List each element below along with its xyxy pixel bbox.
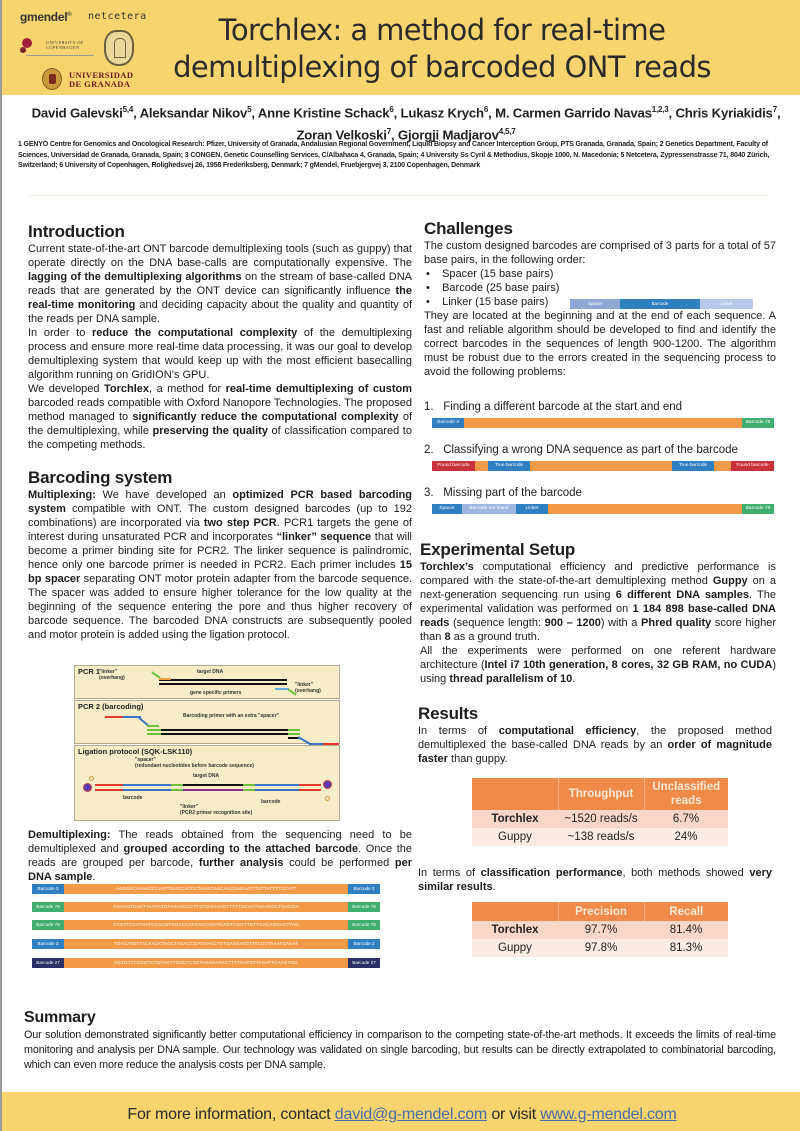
adapter-strand [299,789,321,791]
text: 1. [424,401,434,413]
problem-2-title [424,443,738,457]
linker-strand [171,789,183,791]
list-item [426,281,776,295]
true-barcode-segment: True barcode [488,461,530,471]
adapter-strand [95,784,123,786]
ligation-barcode-right-label: barcode [261,799,281,805]
barcode-label-right: Barcode 27 [348,958,380,968]
text: We developed [28,383,105,395]
table-cell: Torchlex [472,810,558,828]
barcode-label-left: Barcode 3 [32,939,64,949]
ligation-label: Ligation protocol (SQK-LSK110) [78,747,193,756]
linker-strand [243,789,255,791]
table-cell: 97.8% [558,939,644,957]
bold-text: preserving the quality [152,425,268,437]
bullet-icon: • [426,268,443,280]
table-cell: ~138 reads/s [558,828,644,846]
ligation-target-label: target DNA [193,773,220,779]
read-sequence: TGACATGTTACAACKTAGCTAGACCGATGAACTGTGAAGATGTTACGTTAAATGAAAT [64,939,348,949]
title-line-1: Torchlex: a method for real-time [218,13,666,47]
bold-text: optimized PCR based barcoding system [28,489,412,515]
table-cell: 24% [644,828,728,846]
bold-text: per DNA sample [28,857,413,883]
barcode-label-left: Barcode 78 [32,920,64,930]
problem-3-title [424,486,582,500]
spacer-segment: Spacer [432,504,462,514]
text: Current state-of-the-art ONT barcode demultiplexing tools (such as guppy) that operate directly on the DNA base-calls are computationally expensive. The [28,243,412,269]
bold-text: two step PCR [203,517,277,529]
linker-strand [171,784,183,786]
read-row [32,902,380,912]
tether-icon [89,776,94,781]
read-row [32,939,380,949]
pcr1-linker-left-label [99,670,125,681]
linker-strand [243,784,255,786]
experimental-heading: Experimental Setup [420,540,576,559]
copenhagen-line2: COPENHAGEN [46,45,80,50]
text: 3. [424,487,434,499]
contact-email-link[interactable]: david@g-mendel.com [334,1106,488,1123]
netcetera-logo: netcetera [88,11,147,22]
granada-crest-icon [42,68,62,90]
bold-text: “linker” sequence [276,531,372,543]
text: (redundant nucleotides before barcode sequence) [135,762,254,769]
introduction-paragraph-1 [28,242,412,326]
table-header-cell: Throughput [558,778,644,810]
multiplexing-paragraph [28,488,412,642]
pcr2-panel [74,700,340,744]
read-sequence: AGTGTTTGGGTCTGTAGTTGGCTCTGTAGAAAAGCTTTTGATGTTAGATTCAAGTGG [64,958,348,968]
motor-protein-icon [323,780,332,789]
experimental-paragraph-2 [420,644,776,686]
bold-text: Multiplexing: [28,489,96,501]
text: In order to [28,327,93,339]
found-barcode-segment: Found barcode [432,461,475,471]
results-paragraph-2 [418,866,772,894]
text: on a next-generation sequencing run using [420,575,776,601]
text: score higher than [420,617,776,643]
pcr1-label: PCR 1 [78,667,101,676]
pcr2-note: Barcoding primer with an extra "spacer" [183,713,279,719]
barcode-segment: Barcode [620,299,700,309]
author-affil: 7 [386,127,391,137]
copenhagen-logo-rule [26,55,94,56]
footer-middle: or visit [487,1106,541,1123]
bold-text: further analysis [198,857,284,869]
text: as a ground truth. [450,631,540,643]
poster-header [2,0,800,95]
text: of the demultiplexing process and ensure more real-time data processing, it was our goal to develop demultiplexing system that would keep up with the most efficient basecalling algorithm running on GridION’s GPU. [28,327,413,381]
table-cell: Torchlex [472,921,558,939]
spacer-segment: Spacer [570,299,620,309]
list-item [426,267,776,281]
adapter-strand [95,789,123,791]
motor-protein-icon [83,783,92,792]
bold-text: grouped according to the attached barcode [123,843,359,855]
table-header-cell: Precision [558,902,644,921]
pcr-diagram [74,665,340,821]
granada-line1: UNIVERSIDAD [69,70,134,80]
table-cell: 81.3% [644,939,728,957]
adapter-strand [105,716,123,718]
author-name: , Lukasz Krych [393,105,484,121]
text: Classifying a wrong DNA sequence as part of the barcode [443,444,738,456]
challenges-heading: Challenges [424,219,513,238]
linker-segment: Linker [700,299,753,309]
bold-text: classification performance [480,867,623,879]
table-cell: 97.7% [558,921,644,939]
pcr1-panel [74,665,340,699]
copenhagen-logo-text [46,40,84,50]
table-header-cell [472,902,558,921]
ligation-panel [74,745,340,821]
summary-section [24,1008,776,1073]
bold-text: Torchlex’s [420,561,474,573]
text: of the demultiplexing, while [28,411,412,437]
text: In terms of [418,867,481,879]
demultiplexing-paragraph [28,828,412,884]
dna-strand [161,729,288,731]
bold-text: thread parallelism of 10 [449,673,573,685]
found-barcode-segment: Found barcode [731,461,774,471]
bold-text: very similar results [418,867,772,893]
pcr1-linker-right-label [295,683,321,694]
text: . [572,673,576,685]
header-divider [28,195,768,196]
author-name: , M. Carmen Garrido Navas [488,105,652,121]
table-header-cell [472,778,558,810]
barcode-label-left: Barcode 27 [32,958,64,968]
table-cell: 6.7% [644,810,728,828]
bold-text: 8 [444,631,451,643]
text: (overhang) [295,687,321,694]
author-name: , Chris Kyriakidis [668,105,773,121]
author-list [16,100,796,145]
gmendel-trademark: ® [67,12,72,18]
ligation-linker-label [180,805,252,816]
linker-segment: Linker [516,504,548,514]
pcr1-primers-label: gene specific primers [190,690,242,696]
introduction-section [28,222,412,452]
bold-text: Phred quality [641,617,712,629]
table-header-cell: Recall [644,902,728,921]
bold-text: Guppy [712,575,748,587]
bold-text: computational efficiency [498,725,637,737]
pcr1-target-label: target DNA [197,669,224,675]
bold-text: the real-time monitoring [28,285,412,311]
ss-cyril-methodius-seal-icon [104,30,134,66]
author-name: David Galevski [31,105,123,121]
bullet-icon: • [426,282,443,294]
introduction-heading: Introduction [28,222,125,241]
adapter-strand [299,784,321,786]
read-sequence: GTGTTCCATGATCCACGTGGACCATGACCAGATAAGTCGGTTGTTGACAGGACTTAG [64,920,348,930]
author-affil: 5 [247,105,252,114]
text: "linker" [99,669,118,675]
poster-footer [2,1092,800,1131]
text: . [492,881,496,893]
results-paragraph-1 [418,724,772,766]
text: Finding a different barcode at the start and end [443,401,683,413]
results-heading: Results [418,704,479,723]
text: on the stream of base-called DNA reads that are generated by the ONT device can significantly influence [28,271,413,297]
table-cell: Guppy [472,939,558,957]
text: . PCR1 targets the gene of interest during unsaturated PCR and incorporates [28,517,412,543]
author-affil: 6 [389,105,394,114]
text: . Once the reads are grouped per barcode, [28,843,412,869]
barcode-label-right: Barcode 78 [348,920,380,930]
classification-text [418,866,772,894]
barcode-strand [123,784,171,786]
classification-table [472,902,728,957]
affiliations: 1 GENYO Centre for Genomics and Oncological Research: Pfizer, University of Granada, Andalusian Regional Government, Liquid Biopsy and Cancer Interception Group, PTS Granada, Granada, Spain; 2 Genetics Department, Faculty of Sciences, Universidad de Granada, Granada, Spain; 3 CONGEN, Genetic Counselling Services, C/Albahaca 4, Granada, Spain; 4 University Ss Cyril & Methodius, Skopje 1000, N. Macedonia; 5 Netcetera, Zypressenstrasse 71, 8040 Zürich, Switzerland; 6 University of Copenhagen, Rolighedsvej 26, 1958 Frederiksberg, Denmark; 7 gMendel, Fruebjergvej 3, 2100 Copenhagen, Denmark [18,141,770,169]
bold-text: 15 bp spacer [28,559,412,585]
author-affil: 6 [483,105,489,114]
read-row [32,920,380,930]
author-name: , Anne Kristine Schack [251,105,390,121]
text: 2. [424,444,434,456]
text: separating ONT motor protein adapter from the barcode sequence. The spacer was added to ensure higher tolerance for the low quality at the beginning of the sequence entering the pore and thus higher recovery of barcode sequence. The barcoded DNA constructs are subsequently pooled and motor protein is added using the ligation protocol. [28,573,412,641]
bold-text: significantly reduce the computational complexity [132,411,399,423]
barcode-label-left: Barcode 78 [32,902,64,912]
barcode-label-right: Barcode 3 [348,939,380,949]
text: The reads obtained from the sequencing need to be demultiplexed and [28,829,412,855]
barcode-strand [255,784,299,786]
bold-text: 6 different DNA samples [615,589,749,601]
linker-strand [288,733,300,735]
text: computational efficiency and predictive performance is compared with the state-of-the-art demultiplexing method [420,561,776,587]
table-cell: 81.4% [644,921,728,939]
table-row [472,828,728,846]
text: (sequence length: [449,617,545,629]
text: "linker" [180,804,199,810]
author-name: , Gjorgji Madjarov [390,127,499,143]
barcode-78-segment: Barcode 78 [742,504,774,514]
copenhagen-logo-dot-small [20,47,26,53]
bold-text: Torchlex [104,383,150,395]
text: , the proposed method demultiplexed the base-called DNA reads by an [418,725,772,751]
barcoding-heading: Barcoding system [28,468,173,487]
text: ) with a [600,617,642,629]
problem-3-bar [432,504,774,514]
gmendel-logo [20,10,71,24]
summary-heading: Summary [24,1009,96,1026]
author-affil: 5,4 [122,105,134,114]
table-row [472,921,728,939]
table-row [472,810,728,828]
text: (overhang) [99,674,125,681]
text: . The experimental validation was performed on [420,589,776,615]
barcoding-section [28,468,412,642]
linker-strand [147,729,161,731]
experimental-section [420,540,776,686]
barcode-label-left: Barcode 3 [32,884,64,894]
dna-strand [159,683,287,685]
text: barcoded reads compatible with Oxford Nanopore Technologies. The proposed method managed to [28,397,412,423]
summary-text: Our solution demonstrated significantly better computational efficiency in comparison to the competing state-of-the-art methods. It exceeds the limits of real-time monitoring and analysis per DNA sample. Our technology was validated on single barcoding, but results can be directly extrapolated to combinatorial barcoding, which can even more reduce the analysis costs per DNA sample. [24,1029,776,1071]
table-row [472,939,728,957]
author-affil: 7 [772,105,777,114]
text: , a method for [149,383,226,395]
problem-1-bar [432,418,774,428]
granada-line2: DE GRANADA [69,79,131,89]
table-cell: ~1520 reads/s [558,810,644,828]
demultiplexing-section [28,828,412,884]
primer-strand [159,678,171,680]
barcode-structure-bar [570,299,753,309]
dna-strand [183,784,243,786]
challenges-body: They are located at the beginning and at the end of each sequence. A fast and reliable algorithm should be developed to find and identify the correct barcodes in the sequences of length 900-1200. The algorithm must be robust due to the errors created in the sequencing process to avoid the following problems: [424,310,776,378]
granada-logo-text [69,71,133,89]
linker-strand [288,729,300,731]
table-header-row [472,902,728,921]
barcode-strand [255,789,299,791]
barcode-78-segment: Barcode 78 [742,418,774,428]
title-line-2: demultiplexing of barcoded ONT reads [173,50,711,84]
dna-strand [161,733,288,735]
bold-text: reduce the computational complexity [92,327,298,339]
text: could be performed [283,857,395,869]
website-link[interactable]: www.g-mendel.com [540,1106,677,1123]
author-affil: 1,2,3 [651,105,669,114]
text: Spacer (15 base pairs) [442,268,554,280]
introduction-paragraph-2 [28,326,412,382]
dna-strand [183,789,243,791]
table-header-row [472,778,728,810]
text: In terms of [418,725,499,737]
copenhagen-line1: UNIVERSITY OF [46,40,84,45]
tether-icon [325,796,330,801]
bold-text: real-time demultiplexing of custom [225,383,412,395]
text: (PCR2 primer recognition site) [180,809,253,816]
text: "linker" [295,682,314,688]
problem-2-bar [432,461,774,471]
barcode-label-right: Barcode 78 [348,902,380,912]
granada-logo [42,68,162,90]
read-sequence: CAAAGTCACTTAATGTGTAAAGCCCTTGTGGAAAGTTTTTGCACTGAAGGCTGAGGA [64,902,348,912]
gmendel-logo-text: gmendel [20,10,68,24]
author-name: , Aleksandar Nikov [133,105,248,121]
barcode-label-right: Barcode 3 [348,884,380,894]
challenges-intro: The custom designed barcodes are comprised of 3 parts for a total of 57 base pairs, in the following order: [424,240,776,266]
bold-text: order of magnitude faster [418,739,772,765]
text: , both methods showed [622,867,750,879]
logo-group [12,6,162,90]
poster-title [162,12,722,86]
text: of classification compared to the competing methods. [28,425,412,451]
text: We have developed an [95,489,233,501]
bold-text: Demultiplexing: [28,829,111,841]
problem-1-title [424,400,682,414]
read-sequence: AAGGACAAAACCCAATTGACCACCCTAAGCAACAACGAGAATTTATTATTTTCCATT [64,884,348,894]
throughput-table [472,778,728,846]
table-header-cell: Unclassified reads [644,778,728,810]
text: Barcode (25 base pairs) [442,282,560,294]
bold-text: 900 – 1200 [544,617,601,629]
text: compatible with ONT. The custom designed barcodes (up to 192 combinations) are incorporated via [28,503,412,529]
read-row [32,958,380,968]
author-affil: 4,5,7 [498,127,516,137]
bold-text: 1 184 898 base-called DNA reads [420,603,776,629]
barcode-3-segment: Barcode 3 [432,418,464,428]
barcode-strand [123,789,171,791]
dna-strand [159,679,287,681]
footer-prefix: For more information, contact [127,1106,335,1123]
results-section [418,704,772,766]
copenhagen-logo [20,36,90,58]
author-name: , Zoran Velkoski [296,105,781,143]
bold-text: Intel i7 10th generation, 8 cores, 32 GB RAM, no CUDA [484,659,773,671]
linker-strand [147,725,159,727]
text: that will become a primer binding site for PCR2. The linker sequence is palindromic, hence only one barcode primer is needed in PCR2. Each primer includes [28,531,412,571]
text: ) using [420,659,776,685]
text: than guppy. [447,753,508,765]
table-cell: Guppy [472,828,558,846]
introduction-paragraph-3 [28,382,412,452]
text: and deciding capacity about the quality and quantity of the reads per DNA sample. [28,299,413,325]
bold-text: lagging of the demultiplexing algorithms [28,271,242,283]
read-row [32,884,380,894]
ligation-barcode-left-label: barcode [123,795,143,801]
text: "spacer" [135,757,156,763]
bullet-icon: • [426,296,443,308]
linker-strand [147,733,161,735]
pcr2-label: PCR 2 (barcoding) [78,702,144,711]
experimental-paragraph-1 [420,560,776,644]
text: . [92,871,96,883]
text: Missing part of the barcode [443,487,582,499]
barcode-not-found-segment: Barcode not found [462,504,516,514]
ligation-spacer-label [135,758,254,769]
true-barcode-segment: True barcode [672,461,714,471]
text: Linker (15 base pairs) [442,296,549,308]
text: All the experiments were performed on one referent hardware architecture ( [420,645,776,671]
